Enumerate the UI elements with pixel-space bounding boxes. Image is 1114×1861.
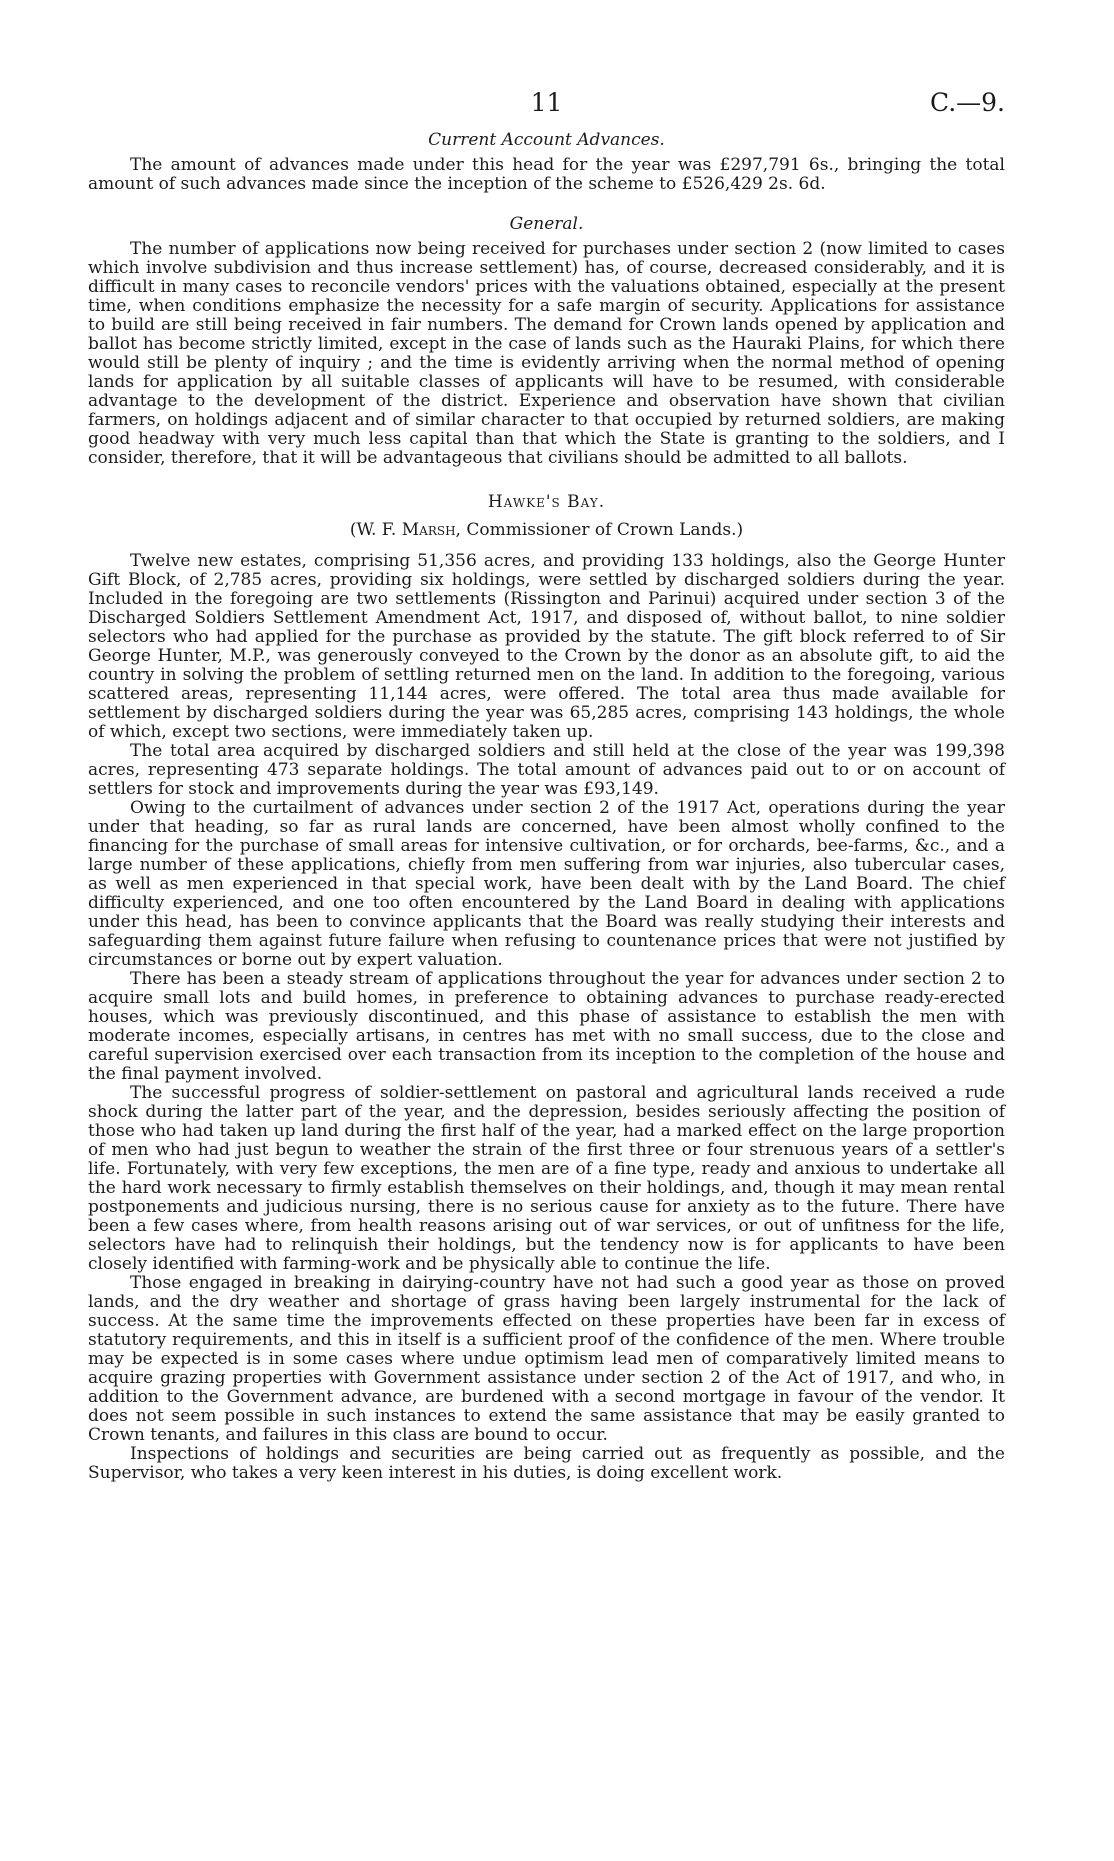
section-title-hawkes-bay: Hawke's Bay. [487, 492, 606, 512]
paragraph: Owing to the curtailment of advances under section 2 of the 1917 Act, operations during the year under that heading, so far as rural lands are concerned, have been almost wholly confined to the financing for the purchase of small areas for intensive cultivation, or for orchards, bee-farms, &c., and a large number of these applications, chiefly from men suffering from war injuries, also tubercular cases, as well as men experienced in that special work, have been dealt with by the Land Board. The chief difficulty experienced, and one too often encountered by the Land Board in dealing with applications under this head, has been to convince applicants that the Board was really studying their interests and safeguarding them against future failure when refusing to countenance prices that were not justified by circumstances or borne out by expert valuation. [88, 798, 1005, 970]
paragraph: The total area acquired by discharged soldiers and still held at the close of the year was 199,398 acres, representing 473 separate holdings. The total amount of advances paid out to or on account of settlers for stock and improvements during the year was £93,149. [88, 741, 1005, 799]
paragraph: The amount of advances made under this head for the year was £297,791 6s., bringing the total amount of such advances made since the inception of the scheme to £526,429 2s. 6d. [88, 155, 1005, 194]
paragraph: Twelve new estates, comprising 51,356 acres, and providing 133 holdings, also the George Hunter Gift Block, of 2,785 acres, providing six holdings, were settled by discharged soldiers during the year. Included in the foregoing are two settlements (Rissington and Parinui) acquired under section 3 of the Discharged Soldiers Settlement Amendment Act, 1917, and disposed of, without ballot, to nine soldier selectors who had applied for the purchase as provided by the statute. The gift block referred to of Sir George Hunter, M.P., was generously conveyed to the Crown by the donor as an absolute gift, to aid the country in solving the problem of settling returned men on the land. In addition to the foregoing, various scattered areas, representing 11,144 acres, were offered. The total area thus made available for settlement by discharged soldiers during the year was 65,285 acres, comprising 143 holdings, the whole of which, except two sections, were immediately taken up. [88, 551, 1005, 742]
commissioner-prefix: (W. F. [349, 520, 402, 540]
commissioner-name: Marsh [401, 520, 456, 540]
paragraph: Inspections of holdings and securities are being carried out as frequently as possible, and the Supervisor, who takes a very keen interest in his duties, is doing excellent work. [88, 1444, 1005, 1483]
section-title-general: General. [509, 214, 584, 234]
paragraph: The successful progress of soldier-settlement on pastoral and agricultural lands received a rude shock during the latter part of the year, and the depression, besides seriously affecting the position of those who had taken up land during the first half of the year, had a marked effect on the large proportion of men who had just begun to weather the strain of the first three or four strenuous years of a settler's life. Fortunately, with very few exceptions, the men are of a fine type, ready and anxious to undertake all the hard work necessary to firmly establish themselves on their holdings, and, though it may mean rental postponements and judicious nursing, there is no serious cause for anxiety as to the future. There have been a few cases where, from health reasons arising out of war services, or out of unfitness for the life, selectors have had to relinquish their holdings, but the tendency now is for applicants to have been closely identified with farming-work and be physically able to continue the life. [88, 1083, 1005, 1274]
commissioner-line [88, 520, 1005, 540]
page-header [88, 88, 1005, 130]
paragraph: There has been a steady stream of applications throughout the year for advances under section 2 to acquire small lots and build homes, in preference to obtaining advances to purchase ready-erected houses, which was previously discontinued, and this phase of assistance to establish the men with moderate incomes, especially artisans, in centres has met with no small success, due to the close and careful supervision exercised over each transaction from its inception to the completion of the house and the final payment involved. [88, 969, 1005, 1084]
paragraph: Those engaged in breaking in dairying-country have not had such a good year as those on proved lands, and the dry weather and shortage of grass having been largely instrumental for the lack of success. At the same time the improvements effected on these properties have been far in excess of statutory requirements, and this in itself is a sufficient proof of the confidence of the men. Where trouble may be expected is in some cases where undue optimism lead men of comparatively limited means to acquire grazing properties with Government assistance under section 2 of the Act of 1917, and who, in addition to the Government advance, are burdened with a second mortgage in favour of the vendor. It does not seem possible in such instances to extend the same assistance that may be easily granted to Crown tenants, and failures in this class are bound to occur. [88, 1273, 1005, 1445]
document-code: C.—9. [929, 88, 1005, 117]
document-page [88, 88, 1005, 1483]
section-title-current-account: Current Account Advances. [428, 130, 665, 150]
paragraph: The number of applications now being received for purchases under section 2 (now limited to cases which involve subdivision and thus increase settlement) has, of course, decreased considerably, and it is difficult in many cases to reconcile vendors' prices with the valuations obtained, especially at the present time, when conditions emphasize the necessity for a safe margin of security. Applications for assistance to build are still being received in fair numbers. The demand for Crown lands opened by application and ballot has become strictly limited, except in the case of lands such as the Hauraki Plains, for which there would still be plenty of inquiry ; and the time is evidently arriving when the normal method of opening lands for application by all suitable classes of applicants will have to be resumed, with considerable advantage to the development of the district. Experience and observation have shown that civilian farmers, on holdings adjacent and of similar character to that occupied by returned soldiers, are making good headway with very much less capital than that which the State is granting to the soldiers, and I consider, therefore, that it will be advantageous that civilians should be admitted to all ballots. [88, 239, 1005, 468]
commissioner-suffix: , Commissioner of Crown Lands.) [455, 520, 744, 540]
page-number: 11 [530, 88, 563, 117]
